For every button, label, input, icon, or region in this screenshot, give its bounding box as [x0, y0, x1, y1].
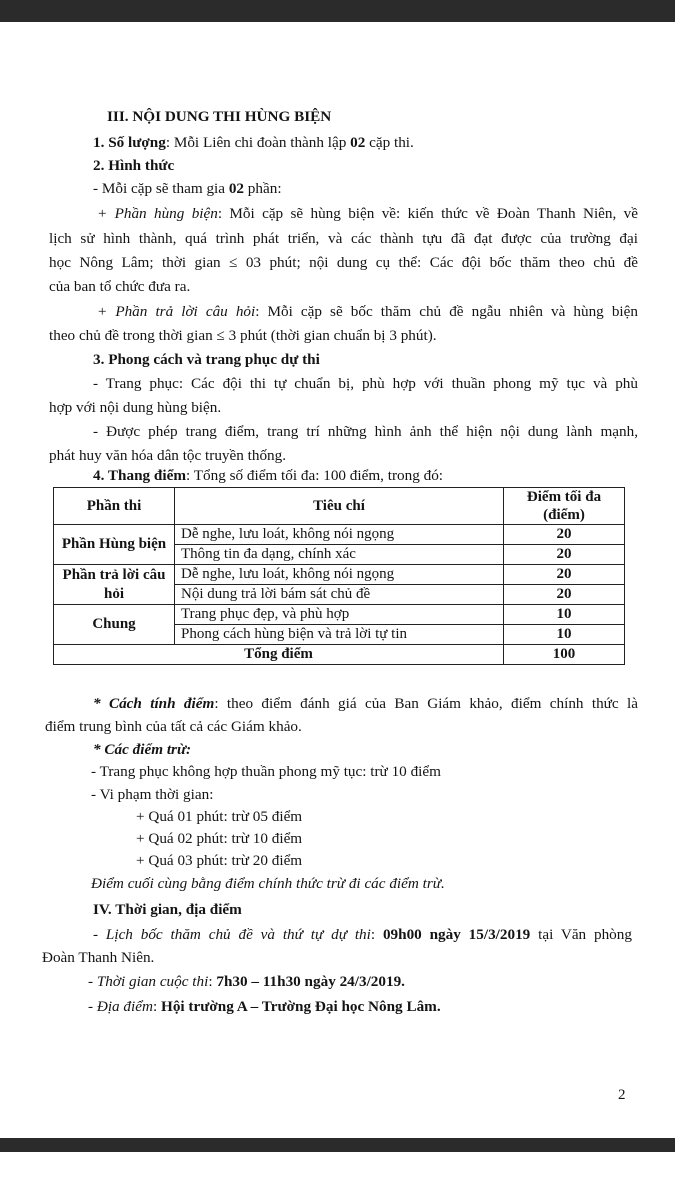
criterion: Phong cách hùng biện và trả lời tự tin	[175, 625, 504, 645]
part-name: Phần Hùng biện	[54, 525, 175, 565]
draw-schedule-time: 09h00 ngày 15/3/2019	[382, 926, 531, 943]
points: 20	[504, 565, 625, 585]
table-total-row	[54, 645, 625, 665]
deductions-title: * Các điểm trừ:	[93, 741, 192, 758]
contest-time-value: 7h30 – 11h30 ngày 24/3/2019.	[216, 973, 405, 990]
contest-time-label: - Thời gian cuộc thi	[88, 973, 209, 990]
part-2-line-1	[97, 302, 638, 322]
document-page	[0, 22, 675, 1138]
venue-sep: :	[152, 998, 161, 1015]
part-1-text: : Mỗi cặp sẽ hùng biện về: kiến thức về Đoàn Thanh Niên, về	[217, 205, 638, 222]
points: 20	[504, 585, 625, 605]
contest-time-sep: :	[208, 973, 217, 990]
section-4-title: IV. Thời gian, địa điểm	[93, 901, 242, 918]
item-3-line-4: phát huy văn hóa dân tộc truyền thống.	[49, 447, 287, 464]
part-1-line-2: lịch sử hình thành, quá trình phát triển, và các thành tựu đã đạt được của trường đại	[49, 230, 638, 247]
item-1-quantity	[93, 133, 414, 153]
criterion: Nội dung trả lời bám sát chủ đề	[175, 585, 504, 605]
criterion: Trang phục đẹp, và phù hợp	[175, 605, 504, 625]
points: 20	[504, 525, 625, 545]
item-4-text: : Tổng số điểm tối đa: 100 điểm, trong đó:	[185, 467, 444, 484]
bottom-dark-border	[0, 1138, 675, 1152]
venue-value: Hội trường A – Trường Đại học Nông Lâm.	[161, 998, 441, 1015]
item-4-label: 4. Thang điểm	[93, 467, 186, 484]
points: 20	[504, 545, 625, 565]
criterion: Dễ nghe, lưu loát, không nói ngọng	[175, 565, 504, 585]
header-part: Phần thi	[54, 488, 175, 525]
scoring-method-line-2: điểm trung bình của tất cả các Giám khảo.	[45, 718, 302, 735]
item-2-line-1-bold: 02	[228, 180, 244, 197]
part-name: Chung	[54, 605, 175, 645]
item-2-line-1	[93, 179, 282, 199]
venue-label: - Địa điểm	[88, 998, 153, 1015]
table-row	[54, 565, 625, 585]
points: 10	[504, 625, 625, 645]
final-score-note: Điểm cuối cùng bằng điểm chính thức trừ đi các điểm trừ.	[91, 875, 445, 892]
section-4-line-1	[93, 925, 632, 945]
item-2-line-1-pre: - Mỗi cặp sẽ tham gia	[93, 180, 229, 197]
deduction-time: - Vi phạm thời gian:	[91, 786, 214, 803]
item-3-line-1: - Trang phục: Các đội thi tự chuẩn bị, phù hợp với thuần phong mỹ tục và phù	[93, 375, 638, 392]
scoring-method-line-1	[93, 694, 638, 714]
scoring-table	[53, 487, 625, 665]
item-1-text: : Mỗi Liên chi đoàn thành lập	[165, 134, 351, 151]
item-3-title: 3. Phong cách và trang phục dự thi	[93, 351, 320, 368]
part-1-line-3: học Nông Lâm; thời gian ≤ 03 phút; nội dung cụ thể: Các đội bốc thăm theo chủ đề	[49, 254, 638, 271]
draw-schedule-tail: tại Văn phòng	[530, 926, 632, 943]
item-3-line-3: - Được phép trang điểm, trang trí những hình ảnh thể hiện nội dung lành mạnh,	[93, 423, 638, 440]
top-dark-border	[0, 0, 675, 22]
deduction-time-1: + Quá 01 phút: trừ 05 điểm	[136, 808, 303, 825]
table-row	[54, 525, 625, 545]
criterion: Thông tin đa dạng, chính xác	[175, 545, 504, 565]
draw-schedule-sep: :	[370, 926, 383, 943]
item-3-line-2: hợp với nội dung hùng biện.	[49, 399, 222, 416]
table-row	[54, 605, 625, 625]
part-2-text: : Mỗi cặp sẽ bốc thăm chủ đề ngẫu nhiên và hùng biện	[255, 303, 638, 320]
deduction-costume: - Trang phục không hợp thuần phong mỹ tục: trừ 10 điểm	[91, 763, 441, 780]
section-4-line-2: Đoàn Thanh Niên.	[42, 949, 155, 966]
total-points: 100	[504, 645, 625, 665]
section-3-title: III. NỘI DUNG THI HÙNG BIỆN	[107, 108, 332, 125]
section-4-line-3	[88, 972, 405, 992]
section-4-line-4	[88, 997, 441, 1017]
scoring-method-text: : theo điểm đánh giá của Ban Giám khảo, điểm chính thức là	[214, 695, 638, 712]
total-label: Tổng điểm	[54, 645, 504, 665]
criterion: Dễ nghe, lưu loát, không nói ngọng	[175, 525, 504, 545]
part-name: Phần trả lời câu hỏi	[54, 565, 175, 605]
page-number: 2	[618, 1087, 626, 1103]
item-4-scale	[93, 466, 443, 486]
part-2-label: + Phần trả lời câu hỏi	[97, 303, 256, 320]
scoring-method-label: * Cách tính điểm	[93, 695, 215, 712]
item-1-tail: cặp thi.	[365, 134, 414, 151]
part-1-line-1	[97, 204, 638, 224]
part-1-line-4: của ban tổ chức đưa ra.	[49, 278, 191, 295]
item-2-title: 2. Hình thức	[93, 157, 175, 174]
part-1-label: + Phần hùng biện	[97, 205, 218, 222]
header-max-points: Điểm tối đa (điểm)	[504, 488, 625, 525]
item-1-bold: 02	[350, 134, 366, 151]
table-header-row	[54, 488, 625, 525]
deduction-time-2: + Quá 02 phút: trừ 10 điểm	[136, 830, 303, 847]
deduction-time-3: + Quá 03 phút: trừ 20 điểm	[136, 852, 303, 869]
part-2-line-2: theo chủ đề trong thời gian ≤ 3 phút (thời gian chuẩn bị 3 phút).	[49, 327, 437, 344]
item-2-line-1-post: phần:	[244, 180, 282, 197]
points: 10	[504, 605, 625, 625]
draw-schedule-label: - Lịch bốc thăm chủ đề và thứ tự dự thi	[93, 926, 371, 943]
item-1-label: 1. Số lượng	[93, 134, 166, 151]
header-criterion: Tiêu chí	[175, 488, 504, 525]
